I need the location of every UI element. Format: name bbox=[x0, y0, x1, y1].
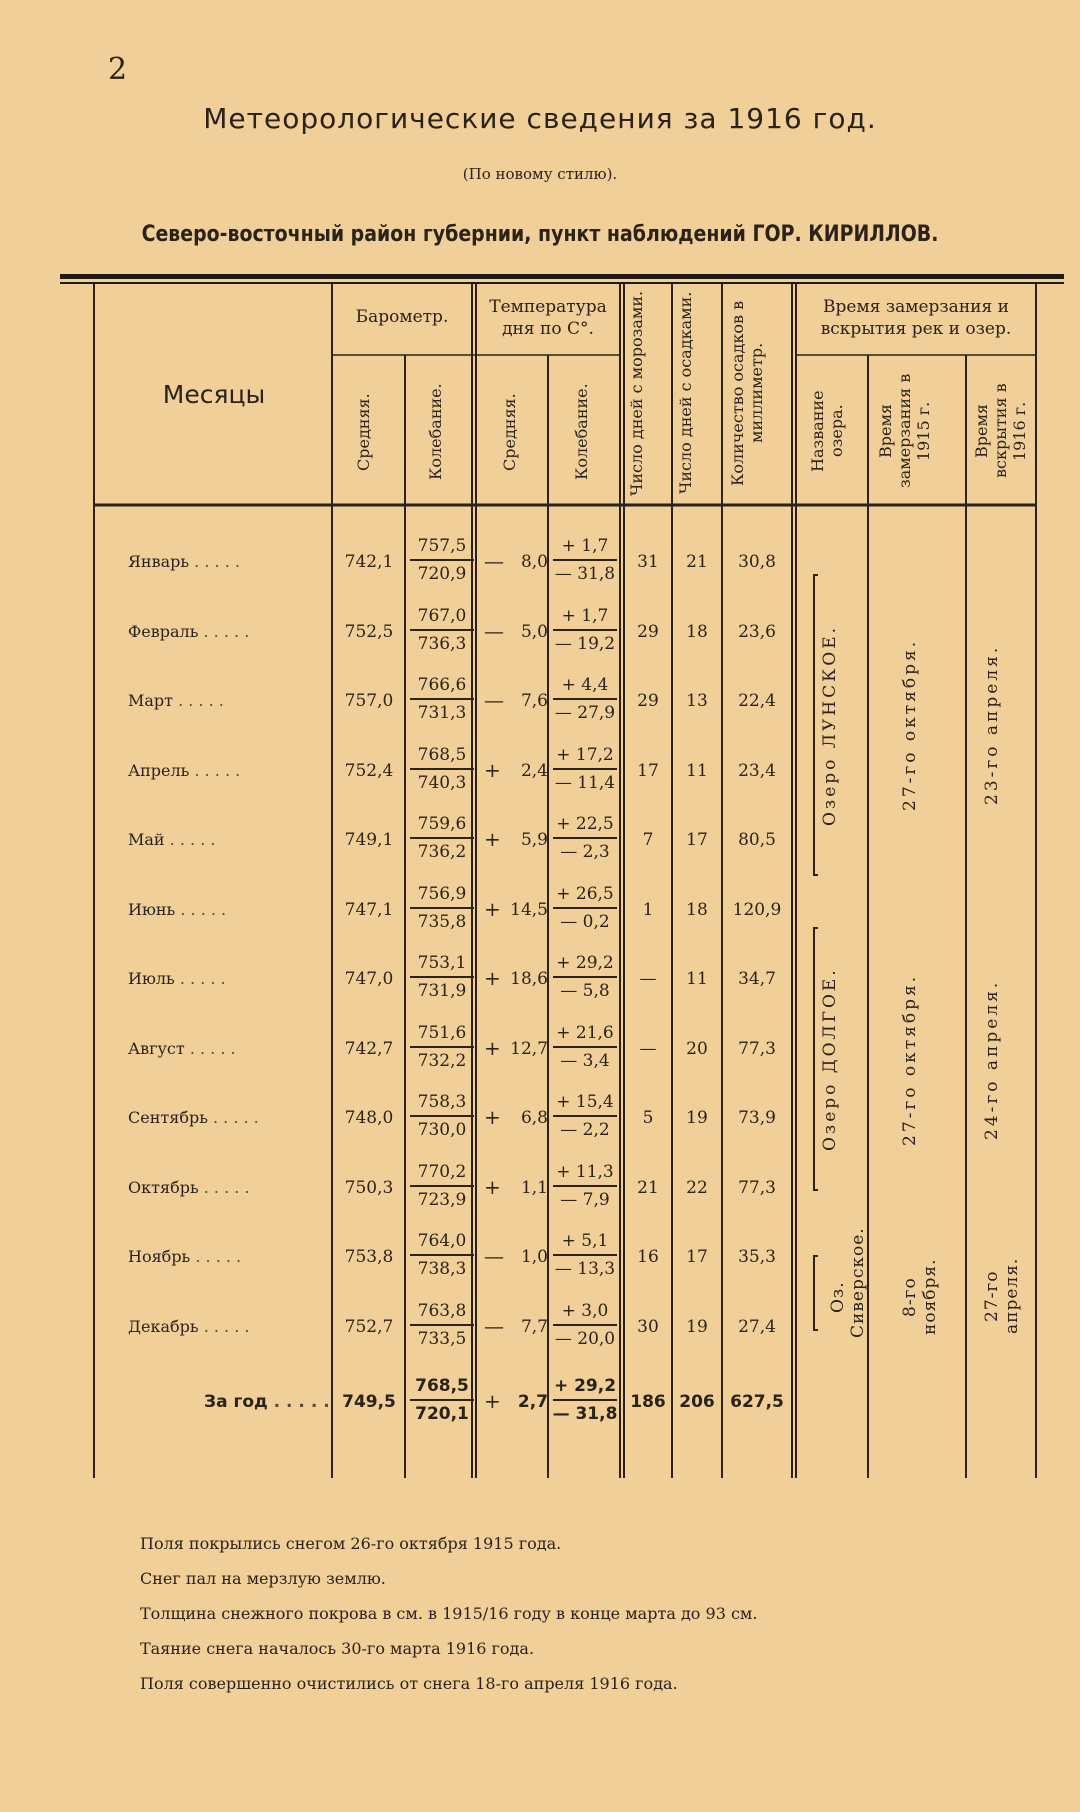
temp-avg-cell: 2,7 bbox=[517, 1392, 548, 1412]
fraction-bar bbox=[410, 907, 474, 909]
fraction-bar bbox=[553, 1115, 617, 1117]
temp-sign: + bbox=[484, 1105, 501, 1129]
temp-fluct-cell bbox=[549, 953, 621, 1001]
fraction-bar bbox=[410, 629, 474, 631]
baro-high: 758,3 bbox=[417, 1092, 467, 1112]
frost-days-cell: 1 bbox=[642, 899, 654, 920]
open-time-header: Время вскрытия в 1916 г. bbox=[972, 383, 1029, 479]
baro-avg-cell: 752,4 bbox=[344, 760, 394, 781]
temp-low: — 31,8 bbox=[554, 564, 616, 584]
precip-days-cell: 206 bbox=[679, 1392, 715, 1412]
page-title: Метеорологические сведения за 1916 год. bbox=[203, 102, 877, 135]
temp-avg-cell: 2,4 bbox=[520, 760, 548, 781]
precip-amount-cell: 30,8 bbox=[738, 552, 776, 572]
temp-avg-cell: 7,7 bbox=[520, 1316, 548, 1337]
temp-sign: + bbox=[484, 827, 501, 851]
frost-days-cell: 21 bbox=[637, 1177, 659, 1198]
temp-high: + 11,3 bbox=[556, 1161, 614, 1182]
frost-days-cell: — bbox=[639, 1038, 657, 1059]
baro-low: 723,9 bbox=[417, 1189, 467, 1210]
fraction-bar bbox=[553, 907, 617, 909]
row-month: Сентябрь . . . . . bbox=[128, 1108, 259, 1127]
temp-high: + 15,4 bbox=[556, 1092, 614, 1112]
baro-low: 736,3 bbox=[417, 633, 467, 654]
temp-low: — 2,3 bbox=[560, 842, 610, 862]
temp-low: — 27,9 bbox=[554, 703, 616, 723]
frost-days-cell: 16 bbox=[637, 1247, 659, 1267]
fraction-bar bbox=[553, 1185, 617, 1187]
row-month: Октябрь . . . . . bbox=[128, 1177, 250, 1197]
row-month: Январь . . . . . bbox=[128, 552, 240, 571]
frost-days-cell: — bbox=[639, 969, 657, 989]
baro-avg-cell: 757,0 bbox=[344, 691, 394, 711]
row-month: Ноябрь . . . . . bbox=[128, 1247, 242, 1266]
baro-high: 763,8 bbox=[417, 1300, 467, 1321]
temp-fluct-cell bbox=[549, 814, 621, 862]
baro-fluct-cell bbox=[406, 1301, 478, 1349]
temp-fluct-cell bbox=[549, 884, 621, 932]
baro-high: 767,0 bbox=[417, 605, 467, 626]
temp-low: — 20,0 bbox=[554, 1328, 616, 1349]
temp-low: — 3,4 bbox=[560, 1050, 610, 1071]
baro-fluct-cell bbox=[406, 884, 478, 932]
precip-days-cell: 11 bbox=[686, 969, 708, 989]
temp-sign: + bbox=[484, 1035, 501, 1060]
baro-avg-cell: 748,0 bbox=[344, 1108, 394, 1128]
fraction-bar bbox=[553, 1324, 617, 1326]
baro-fluct-cell bbox=[406, 814, 478, 862]
baro-low: 730,0 bbox=[417, 1120, 467, 1140]
baro-fluct-cell bbox=[406, 1231, 478, 1279]
precip-days-cell: 17 bbox=[686, 1247, 708, 1267]
precip-days-cell: 21 bbox=[686, 552, 708, 572]
temp-sign: + bbox=[484, 896, 501, 921]
baro-avg-cell: 749,1 bbox=[344, 830, 394, 850]
fraction-bar bbox=[553, 1399, 617, 1401]
baro-high: 768,5 bbox=[417, 744, 467, 765]
temp-high: + 29,2 bbox=[553, 1376, 617, 1396]
fraction-bar bbox=[553, 559, 617, 561]
precip-amount-cell: 627,5 bbox=[730, 1392, 784, 1412]
temp-avg-cell: 18,6 bbox=[510, 969, 548, 989]
temp-sign: — bbox=[484, 618, 504, 643]
row-month: Июль . . . . . bbox=[128, 969, 226, 988]
temp-fluct-cell bbox=[549, 1023, 621, 1071]
temp-high: + 1,7 bbox=[561, 605, 609, 626]
row-month: Декабрь . . . . . bbox=[128, 1316, 250, 1336]
fraction-bar bbox=[410, 1324, 474, 1326]
temp-low: — 0,2 bbox=[560, 911, 610, 932]
baro-low: 731,9 bbox=[417, 981, 467, 1001]
baro-low: 733,5 bbox=[417, 1328, 467, 1349]
baro-high: 764,0 bbox=[417, 1231, 467, 1251]
frost-days-cell: 31 bbox=[637, 552, 659, 572]
temp-sign: — bbox=[484, 1313, 504, 1338]
baro-high: 768,5 bbox=[415, 1376, 469, 1396]
temp-high: + 1,7 bbox=[561, 536, 609, 556]
fraction-bar bbox=[553, 1046, 617, 1048]
temp-low: — 31,8 bbox=[552, 1404, 618, 1424]
temp-high: + 4,4 bbox=[561, 675, 609, 695]
baro-low: 735,8 bbox=[417, 911, 467, 932]
precip-days-cell: 22 bbox=[686, 1177, 708, 1198]
temp-sign: + bbox=[484, 1174, 501, 1199]
lake-open-dolgoe: 24-го апреля. bbox=[982, 979, 1002, 1141]
temp-fluct-cell bbox=[549, 675, 621, 723]
precip-days-cell: 18 bbox=[686, 899, 708, 920]
row-month: Июнь . . . . . bbox=[128, 899, 227, 919]
frost-days-cell: 29 bbox=[637, 691, 659, 711]
baro-low: 738,3 bbox=[417, 1259, 467, 1279]
note-2: Снег пал на мерзлую землю. bbox=[140, 1569, 386, 1588]
baro-avg-cell: 742,7 bbox=[344, 1038, 394, 1059]
barometer-header: Барометр. bbox=[355, 307, 449, 327]
baro-high: 766,6 bbox=[417, 675, 467, 695]
fraction-bar bbox=[553, 976, 617, 978]
precip-amount-header: Количество осадков в миллиметр. bbox=[728, 300, 766, 486]
baro-avg-cell: 747,1 bbox=[344, 899, 394, 920]
temp-sign: + bbox=[484, 1389, 501, 1413]
baro-fluct-cell bbox=[406, 745, 478, 793]
freeze-time-header: Время замерзания в 1915 г. bbox=[876, 373, 933, 489]
precip-amount-cell: 23,6 bbox=[738, 621, 776, 642]
fraction-bar bbox=[410, 837, 474, 839]
temp-low: — 13,3 bbox=[554, 1259, 616, 1279]
temp-high: + 5,1 bbox=[561, 1231, 609, 1251]
fraction-bar bbox=[553, 837, 617, 839]
row-month: За год . . . . . bbox=[204, 1392, 330, 1412]
lake-name-siverskoe: Оз. Сиверское. bbox=[828, 1227, 868, 1338]
frost-days-cell: 186 bbox=[630, 1392, 666, 1412]
frost-days-header: Число дней с морозами. bbox=[627, 290, 646, 496]
fraction-bar bbox=[410, 559, 474, 561]
frost-days-cell: 5 bbox=[642, 1108, 654, 1128]
baro-avg-cell: 747,0 bbox=[344, 969, 394, 989]
baro-avg-cell: 752,7 bbox=[344, 1316, 394, 1337]
precip-amount-cell: 80,5 bbox=[738, 830, 776, 850]
temp-fluct-cell bbox=[549, 1092, 621, 1140]
fraction-bar bbox=[553, 1254, 617, 1256]
temp-avg-cell: 8,0 bbox=[520, 552, 548, 572]
row-month: Август . . . . . bbox=[128, 1038, 236, 1058]
page-number: 2 bbox=[108, 52, 128, 87]
precip-days-cell: 17 bbox=[686, 830, 708, 850]
baro-fluct-cell bbox=[406, 1376, 478, 1424]
baro-avg-header: Средняя. bbox=[354, 393, 373, 471]
temp-sign: + bbox=[484, 757, 501, 782]
baro-fluct-cell bbox=[406, 675, 478, 723]
baro-avg-cell: 752,5 bbox=[344, 621, 394, 642]
baro-fluct-cell bbox=[406, 953, 478, 1001]
temp-fluct-cell bbox=[549, 1231, 621, 1279]
precip-amount-cell: 120,9 bbox=[732, 899, 782, 920]
precip-amount-cell: 27,4 bbox=[738, 1316, 776, 1337]
temp-fluct-cell bbox=[549, 745, 621, 793]
temp-high: + 3,0 bbox=[561, 1300, 609, 1321]
baro-avg-cell: 749,5 bbox=[342, 1392, 396, 1412]
temp-avg-cell: 7,6 bbox=[520, 691, 548, 711]
lake-freeze-lunskoe: 27-го октября. bbox=[900, 638, 920, 812]
fraction-bar bbox=[410, 1399, 474, 1401]
lake-name-lunskoe: Озеро ЛУНСКОЕ. bbox=[820, 624, 840, 826]
precip-amount-cell: 35,3 bbox=[738, 1247, 776, 1267]
temp-avg-cell: 14,5 bbox=[510, 899, 548, 920]
baro-low: 740,3 bbox=[417, 772, 467, 793]
row-month: Март . . . . . bbox=[128, 691, 224, 710]
temp-avg-cell: 12,7 bbox=[510, 1038, 548, 1059]
fraction-bar bbox=[410, 768, 474, 770]
baro-high: 759,6 bbox=[417, 814, 467, 834]
note-4: Таяние снега началось 30-го марта 1916 года. bbox=[140, 1639, 535, 1658]
baro-avg-cell: 753,8 bbox=[344, 1247, 394, 1267]
fraction-bar bbox=[553, 698, 617, 700]
temp-avg-cell: 1,1 bbox=[520, 1177, 548, 1198]
fraction-bar bbox=[410, 1185, 474, 1187]
precip-days-cell: 19 bbox=[686, 1316, 708, 1337]
months-header: Месяцы bbox=[162, 380, 266, 409]
temp-high: + 21,6 bbox=[556, 1022, 614, 1043]
baro-high: 753,1 bbox=[417, 953, 467, 973]
temp-fluct-cell bbox=[549, 536, 621, 584]
temp-high: + 17,2 bbox=[556, 744, 614, 765]
temp-fluct-header: Колебание. bbox=[572, 383, 591, 481]
fraction-bar bbox=[410, 1115, 474, 1117]
baro-fluct-cell bbox=[406, 1162, 478, 1210]
baro-low: 736,2 bbox=[417, 842, 467, 862]
fraction-bar bbox=[410, 976, 474, 978]
temp-sign: — bbox=[484, 688, 504, 712]
temp-avg-cell: 5,9 bbox=[520, 830, 548, 850]
fraction-bar bbox=[410, 698, 474, 700]
baro-low: 731,3 bbox=[417, 703, 467, 723]
baro-fluct-cell bbox=[406, 1023, 478, 1071]
temp-low: — 19,2 bbox=[554, 633, 616, 654]
region-heading: Северо-восточный район губернии, пункт наблюдений ГОР. КИРИЛЛОВ. bbox=[141, 222, 939, 247]
baro-fluct-header: Колебание. bbox=[426, 383, 445, 481]
precip-amount-cell: 77,3 bbox=[738, 1038, 776, 1059]
baro-fluct-cell bbox=[406, 536, 478, 584]
baro-low: 720,1 bbox=[415, 1404, 469, 1424]
note-5: Поля совершенно очистились от снега 18-го апреля 1916 года. bbox=[140, 1674, 678, 1693]
temp-low: — 5,8 bbox=[560, 981, 610, 1001]
fraction-bar bbox=[553, 768, 617, 770]
baro-high: 770,2 bbox=[417, 1161, 467, 1182]
temperature-header: Температура дня по C°. bbox=[489, 297, 607, 339]
note-3: Толщина снежного покрова в см. в 1915/16 году в конце марта до 93 см. bbox=[140, 1604, 758, 1623]
precip-amount-cell: 23,4 bbox=[738, 760, 776, 781]
precip-amount-cell: 34,7 bbox=[738, 969, 776, 989]
baro-fluct-cell bbox=[406, 1092, 478, 1140]
frost-days-cell: 7 bbox=[642, 830, 654, 850]
freeze-group-header: Время замерзания и вскрытия рек и озер. bbox=[820, 297, 1012, 339]
baro-fluct-cell bbox=[406, 606, 478, 654]
precip-days-header: Число дней с осадками. bbox=[676, 291, 695, 495]
lake-freeze-dolgoe: 27-го октября. bbox=[900, 973, 920, 1147]
baro-avg-cell: 742,1 bbox=[344, 552, 394, 572]
precip-days-cell: 18 bbox=[686, 621, 708, 642]
lake-open-lunskoe: 23-го апреля. bbox=[982, 644, 1002, 806]
temp-sign: — bbox=[484, 1244, 504, 1268]
temp-fluct-cell bbox=[549, 1301, 621, 1349]
baro-low: 732,2 bbox=[417, 1050, 467, 1071]
lake-open-siverskoe: 27-го апреля. bbox=[982, 1257, 1022, 1335]
row-month: Апрель . . . . . bbox=[128, 760, 241, 780]
baro-high: 757,5 bbox=[417, 536, 467, 556]
page-subtitle: (По новому стилю). bbox=[462, 165, 618, 183]
fraction-bar bbox=[410, 1254, 474, 1256]
temp-avg-cell: 1,0 bbox=[520, 1247, 548, 1267]
temp-avg-cell: 6,8 bbox=[520, 1108, 548, 1128]
temp-low: — 7,9 bbox=[560, 1189, 610, 1210]
baro-avg-cell: 750,3 bbox=[344, 1177, 394, 1198]
temp-avg-header: Средняя. bbox=[500, 393, 519, 471]
temp-sign: + bbox=[484, 966, 501, 990]
temp-high: + 29,2 bbox=[556, 953, 614, 973]
precip-days-cell: 19 bbox=[686, 1108, 708, 1128]
precip-amount-cell: 73,9 bbox=[738, 1108, 776, 1128]
temp-high: + 22,5 bbox=[556, 814, 614, 834]
temp-sign: — bbox=[484, 549, 504, 573]
frost-days-cell: 30 bbox=[637, 1316, 659, 1337]
row-month: Февраль . . . . . bbox=[128, 621, 250, 641]
baro-high: 751,6 bbox=[417, 1022, 467, 1043]
temp-low: — 11,4 bbox=[554, 772, 616, 793]
precip-days-cell: 13 bbox=[686, 691, 708, 711]
precip-days-cell: 11 bbox=[686, 760, 708, 781]
baro-low: 720,9 bbox=[417, 564, 467, 584]
precip-amount-cell: 22,4 bbox=[738, 691, 776, 711]
lake-name-dolgoe: Озеро ДОЛГОЕ. bbox=[820, 967, 840, 1151]
row-month: Май . . . . . bbox=[128, 830, 216, 849]
frost-days-cell: 17 bbox=[637, 760, 659, 781]
fraction-bar bbox=[553, 629, 617, 631]
baro-high: 756,9 bbox=[417, 883, 467, 904]
temp-avg-cell: 5,0 bbox=[520, 621, 548, 642]
fraction-bar bbox=[410, 1046, 474, 1048]
temp-high: + 26,5 bbox=[556, 883, 614, 904]
temp-low: — 2,2 bbox=[560, 1120, 610, 1140]
lake-name-header: Название озера. bbox=[808, 390, 846, 472]
precip-amount-cell: 77,3 bbox=[738, 1177, 776, 1198]
temp-fluct-cell bbox=[549, 606, 621, 654]
frost-days-cell: 29 bbox=[637, 621, 659, 642]
lake-freeze-siverskoe: 8-го ноября. bbox=[900, 1258, 940, 1336]
temp-fluct-cell bbox=[549, 1162, 621, 1210]
precip-days-cell: 20 bbox=[686, 1038, 708, 1059]
note-1: Поля покрылись снегом 26-го октября 1915 года. bbox=[140, 1534, 562, 1553]
temp-fluct-cell bbox=[549, 1376, 621, 1424]
